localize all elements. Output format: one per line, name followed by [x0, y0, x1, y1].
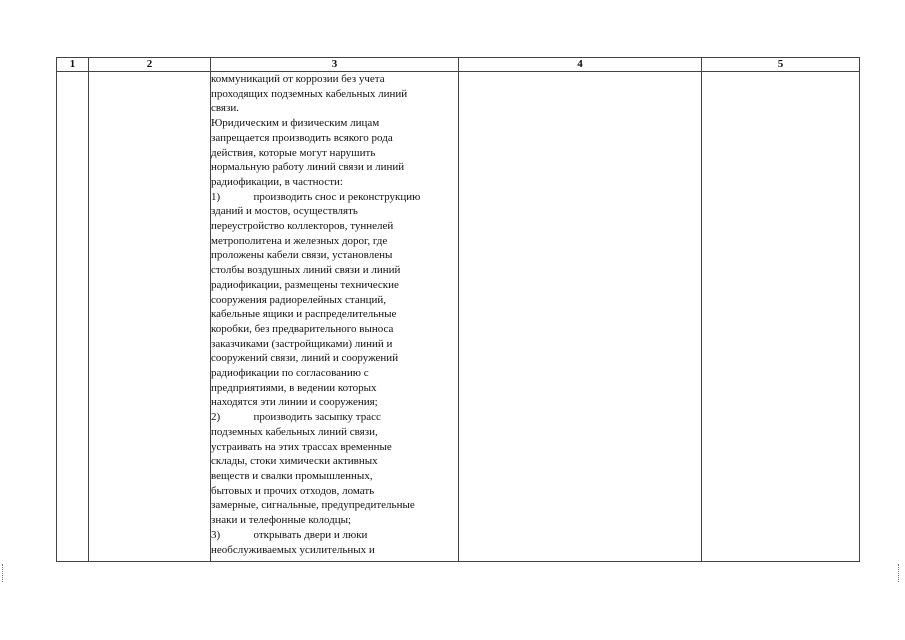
list-item-text: производить снос и реконструкцию	[237, 190, 421, 203]
text-line: радиофикации, размещены технические	[211, 278, 399, 291]
text-line: бытовых и прочих отходов, ломать	[211, 484, 375, 497]
text-line: радиофикации по согласованию с	[211, 367, 369, 380]
list-item-text: производить засыпку трасс	[237, 411, 381, 424]
cell-col-2	[89, 72, 211, 562]
header-row	[57, 58, 860, 72]
text-line: заказчиками (застройщиками) линий и	[211, 337, 393, 350]
text-line: сооружения радиорелейных станций,	[211, 293, 387, 306]
left-edge-mark	[2, 564, 6, 582]
text-line: склады, стоки химически активных	[211, 455, 378, 468]
text-line: подземных кабельных линий связи,	[211, 425, 378, 438]
cell-col-5	[702, 72, 860, 562]
text-line: сооружений связи, линий и сооружений	[211, 352, 399, 365]
list-number: 3)	[211, 528, 221, 541]
text-line: необслуживаемых усилительных и	[211, 543, 375, 556]
text-line: зданий и мостов, осуществлять	[211, 205, 358, 218]
text-line: проходящих подземных кабельных линий	[211, 87, 408, 100]
column-header-4: 4	[459, 58, 702, 72]
text-line: запрещается производить всякого рода	[211, 131, 393, 144]
list-number: 2)	[211, 411, 221, 424]
text-line: метрополитена и железных дорог, где	[211, 234, 388, 247]
text-line: столбы воздушных линий связи и линий	[211, 264, 401, 277]
text-line: Юридическим и физическим лицам	[211, 117, 380, 130]
text-line: нормальную работу линий связи и линий	[211, 161, 405, 174]
column-3-text	[211, 72, 458, 557]
right-edge-mark	[898, 564, 902, 582]
text-line	[211, 410, 458, 425]
column-header-3: 3	[211, 58, 459, 72]
text-line: кабельные ящики и распределительные	[211, 308, 397, 321]
text-line: находятся эти линии и сооружения;	[211, 396, 378, 409]
text-line: предприятиями, в ведении которых	[211, 381, 377, 394]
list-number: 1)	[211, 190, 221, 203]
cell-col-4	[459, 72, 702, 562]
text-line: знаки и телефонные колодцы;	[211, 514, 352, 527]
table-row	[57, 72, 860, 562]
text-line: устраивать на этих трассах временные	[211, 440, 392, 453]
column-header-5: 5	[702, 58, 860, 72]
column-header-2: 2	[89, 58, 211, 72]
text-line: коммуникаций от коррозии без учета	[211, 73, 385, 85]
text-line: связи.	[211, 102, 239, 115]
text-line	[211, 528, 458, 543]
text-line: проложены кабели связи, установлены	[211, 249, 393, 262]
text-line: переустройство коллекторов, туннелей	[211, 220, 394, 233]
text-line: действия, которые могут нарушить	[211, 146, 376, 159]
text-line: веществ и свалки промышленных,	[211, 469, 373, 482]
text-line	[211, 190, 458, 205]
text-line: коробки, без предварительного выноса	[211, 322, 394, 335]
list-item-text: открывать двери и люки	[237, 528, 368, 541]
text-line: радиофикации, в частности:	[211, 175, 343, 188]
cell-col-3	[211, 72, 459, 562]
column-header-1: 1	[57, 58, 89, 72]
cell-col-1	[57, 72, 89, 562]
document-table	[56, 57, 860, 562]
text-line: замерные, сигнальные, предупредительные	[211, 499, 415, 512]
